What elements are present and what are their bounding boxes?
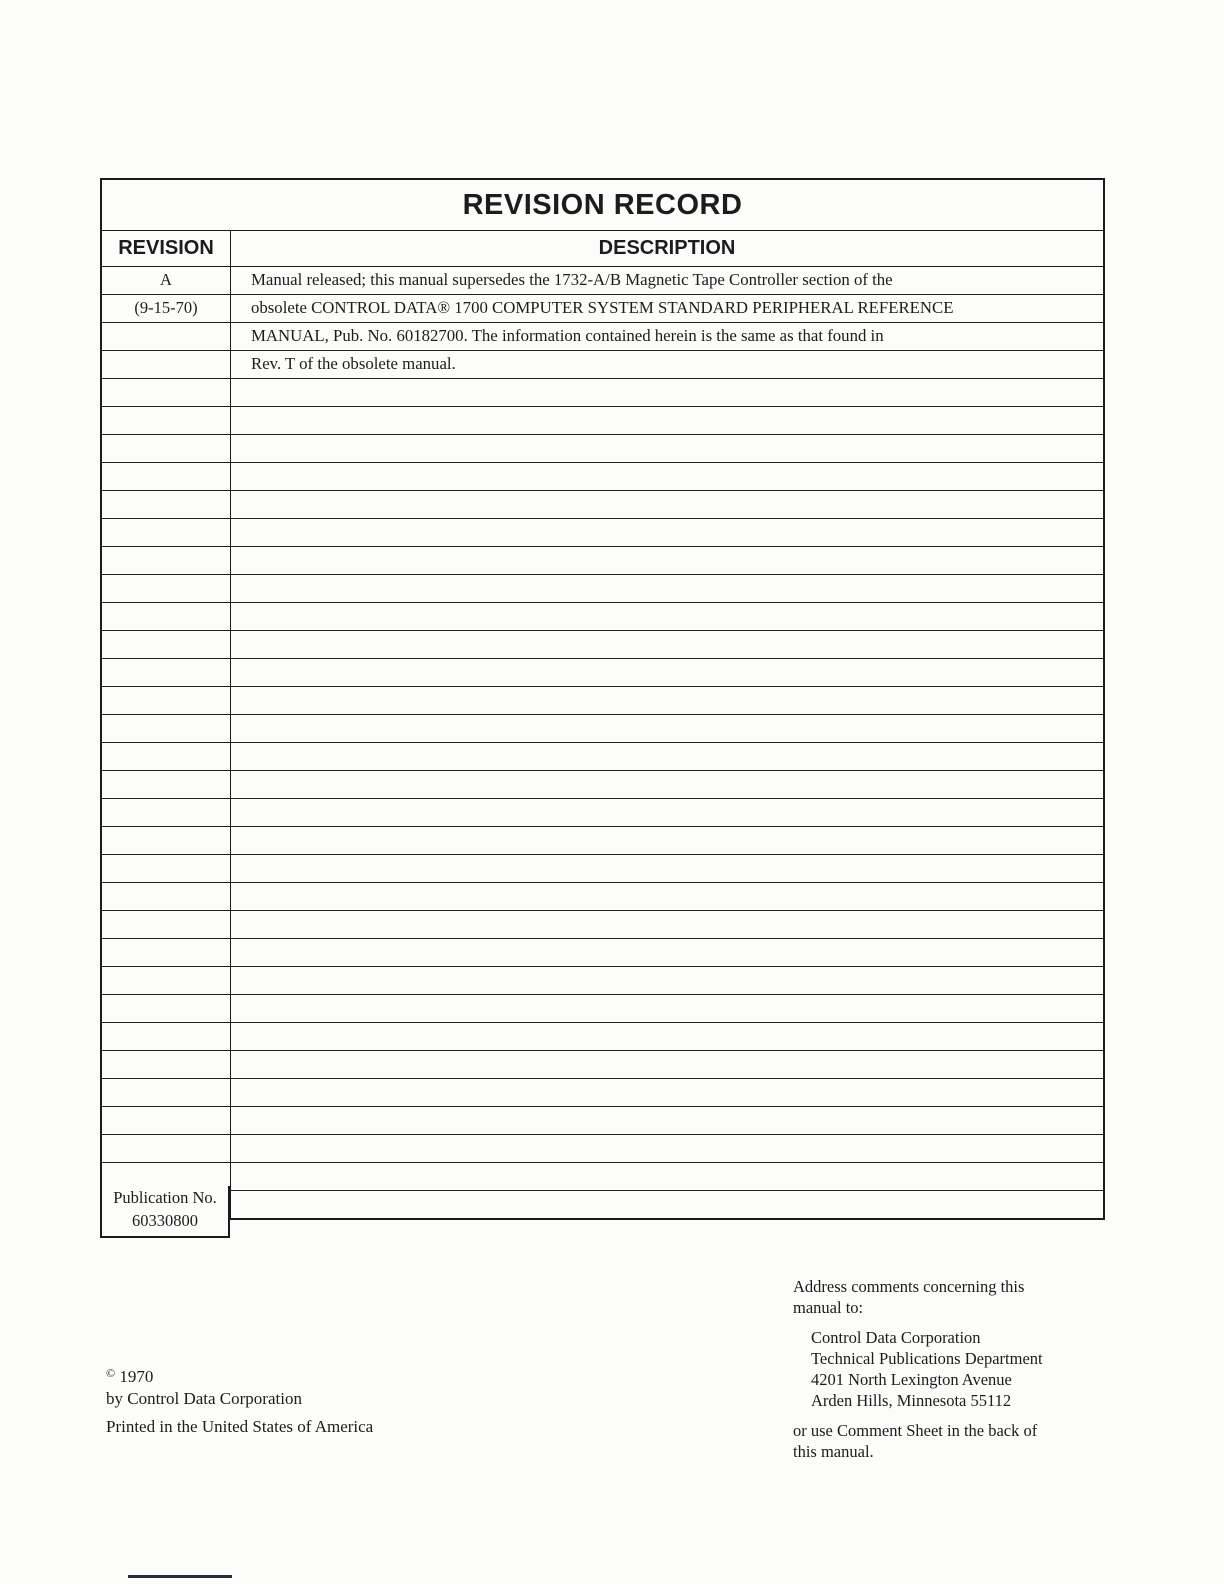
revision-cell xyxy=(102,407,231,434)
revision-cell xyxy=(102,743,231,770)
revision-cell xyxy=(102,659,231,686)
revision-cell xyxy=(102,547,231,574)
comment-note-line2: this manual. xyxy=(793,1442,874,1461)
description-cell xyxy=(231,1163,1103,1190)
description-cell xyxy=(231,1107,1103,1134)
revision-cell xyxy=(102,827,231,854)
table-row xyxy=(102,855,1103,883)
table-row xyxy=(102,827,1103,855)
revision-cell xyxy=(102,463,231,490)
description-cell xyxy=(231,883,1103,910)
revision-cell xyxy=(102,883,231,910)
table-row xyxy=(102,715,1103,743)
printed-in-line: Printed in the United States of America xyxy=(106,1417,374,1436)
table-row xyxy=(102,435,1103,463)
revision-cell xyxy=(102,771,231,798)
address-intro-line1: Address comments concerning this xyxy=(793,1277,1025,1296)
revision-cell xyxy=(102,491,231,518)
description-column-header: DESCRIPTION xyxy=(598,237,736,259)
scan-artifact-line xyxy=(128,1575,232,1578)
table-row xyxy=(102,771,1103,799)
publication-number-box xyxy=(100,1186,230,1238)
table-row xyxy=(102,575,1103,603)
table-row xyxy=(102,267,1103,295)
description-cell xyxy=(231,715,1103,742)
description-cell xyxy=(231,1079,1103,1106)
description-cell xyxy=(231,939,1103,966)
table-row xyxy=(102,491,1103,519)
table-row xyxy=(102,799,1103,827)
table-row xyxy=(102,659,1103,687)
table-row xyxy=(102,547,1103,575)
revision-cell xyxy=(102,687,231,714)
revision-column-header: REVISION xyxy=(102,231,231,266)
revision-cell xyxy=(102,939,231,966)
table-row xyxy=(102,1191,1103,1218)
table-row xyxy=(102,883,1103,911)
description-cell xyxy=(231,771,1103,798)
table-row xyxy=(102,351,1103,379)
revision-record-table xyxy=(100,178,1105,1220)
address-line: 4201 North Lexington Avenue xyxy=(811,1370,1012,1389)
revision-cell xyxy=(102,799,231,826)
revision-cell xyxy=(102,519,231,546)
table-row xyxy=(102,295,1103,323)
copyright-year: 1970 xyxy=(119,1367,154,1386)
description-cell xyxy=(231,435,1103,462)
table-row xyxy=(102,995,1103,1023)
table-row xyxy=(102,1023,1103,1051)
description-cell: Rev. T of the obsolete manual. xyxy=(251,354,456,373)
description-cell xyxy=(231,379,1103,406)
table-row xyxy=(102,379,1103,407)
publication-number: 60330800 xyxy=(132,1211,198,1230)
revision-cell xyxy=(102,379,231,406)
description-cell xyxy=(231,463,1103,490)
revision-cell xyxy=(102,715,231,742)
table-row xyxy=(102,323,1103,351)
description-cell: Manual released; this manual supersedes the 1732-A/B Magnetic Tape Controller section of the xyxy=(251,270,893,289)
revision-cell xyxy=(102,911,231,938)
description-cell xyxy=(231,1023,1103,1050)
revision-cell xyxy=(102,435,231,462)
description-cell: obsolete CONTROL DATA® 1700 COMPUTER SYSTEM STANDARD PERIPHERAL REFERENCE xyxy=(251,298,954,317)
revision-cell: A xyxy=(102,267,231,294)
description-cell xyxy=(231,911,1103,938)
description-cell xyxy=(231,575,1103,602)
table-row xyxy=(102,407,1103,435)
address-line: Technical Publications Department xyxy=(811,1349,1043,1368)
description-cell xyxy=(231,743,1103,770)
revision-cell: (9-15-70) xyxy=(102,295,231,322)
table-row xyxy=(102,1107,1103,1135)
table-title: REVISION RECORD xyxy=(102,180,1103,231)
description-cell xyxy=(231,407,1103,434)
description-cell xyxy=(231,967,1103,994)
description-cell xyxy=(231,491,1103,518)
description-cell: MANUAL, Pub. No. 60182700. The information contained herein is the same as that found in xyxy=(251,326,884,345)
table-row xyxy=(102,743,1103,771)
revision-cell xyxy=(102,1079,231,1106)
description-cell xyxy=(231,855,1103,882)
description-cell xyxy=(231,1191,1103,1218)
description-cell xyxy=(231,995,1103,1022)
mailing-address xyxy=(811,1327,1133,1411)
description-cell xyxy=(231,827,1103,854)
table-row xyxy=(102,463,1103,491)
comment-note-line1: or use Comment Sheet in the back of xyxy=(793,1421,1038,1440)
copyright-symbol: © xyxy=(106,1366,116,1380)
copyright-block xyxy=(106,1362,373,1438)
revision-cell xyxy=(102,631,231,658)
address-comments-block xyxy=(793,1276,1133,1462)
description-cell xyxy=(231,799,1103,826)
table-row xyxy=(102,631,1103,659)
publication-label: Publication No. xyxy=(113,1188,217,1207)
description-cell xyxy=(231,1135,1103,1162)
description-cell xyxy=(231,603,1103,630)
table-body xyxy=(102,267,1103,1218)
table-row xyxy=(102,1051,1103,1079)
revision-cell xyxy=(102,1051,231,1078)
address-line: Arden Hills, Minnesota 55112 xyxy=(811,1391,1012,1410)
revision-cell xyxy=(102,855,231,882)
revision-cell xyxy=(102,575,231,602)
address-intro-line2: manual to: xyxy=(793,1298,864,1317)
table-row xyxy=(102,687,1103,715)
table-row xyxy=(102,1163,1103,1191)
description-cell xyxy=(231,659,1103,686)
description-cell xyxy=(231,519,1103,546)
table-row xyxy=(102,519,1103,547)
comment-sheet-note xyxy=(793,1420,1133,1462)
description-cell xyxy=(231,547,1103,574)
revision-cell xyxy=(102,1135,231,1162)
address-line: Control Data Corporation xyxy=(811,1328,981,1347)
revision-cell xyxy=(102,323,231,350)
copyright-owner: by Control Data Corporation xyxy=(106,1389,302,1408)
table-row xyxy=(102,603,1103,631)
table-row xyxy=(102,911,1103,939)
table-row xyxy=(102,1079,1103,1107)
revision-cell xyxy=(102,995,231,1022)
revision-cell xyxy=(102,351,231,378)
table-header-row xyxy=(102,231,1103,267)
copyright-line xyxy=(106,1362,373,1388)
table-row xyxy=(102,939,1103,967)
revision-cell xyxy=(102,967,231,994)
description-cell xyxy=(231,1051,1103,1078)
revision-cell xyxy=(102,1107,231,1134)
revision-cell xyxy=(102,1023,231,1050)
description-cell xyxy=(231,687,1103,714)
revision-cell xyxy=(102,603,231,630)
table-row xyxy=(102,967,1103,995)
description-cell xyxy=(231,631,1103,658)
table-row xyxy=(102,1135,1103,1163)
